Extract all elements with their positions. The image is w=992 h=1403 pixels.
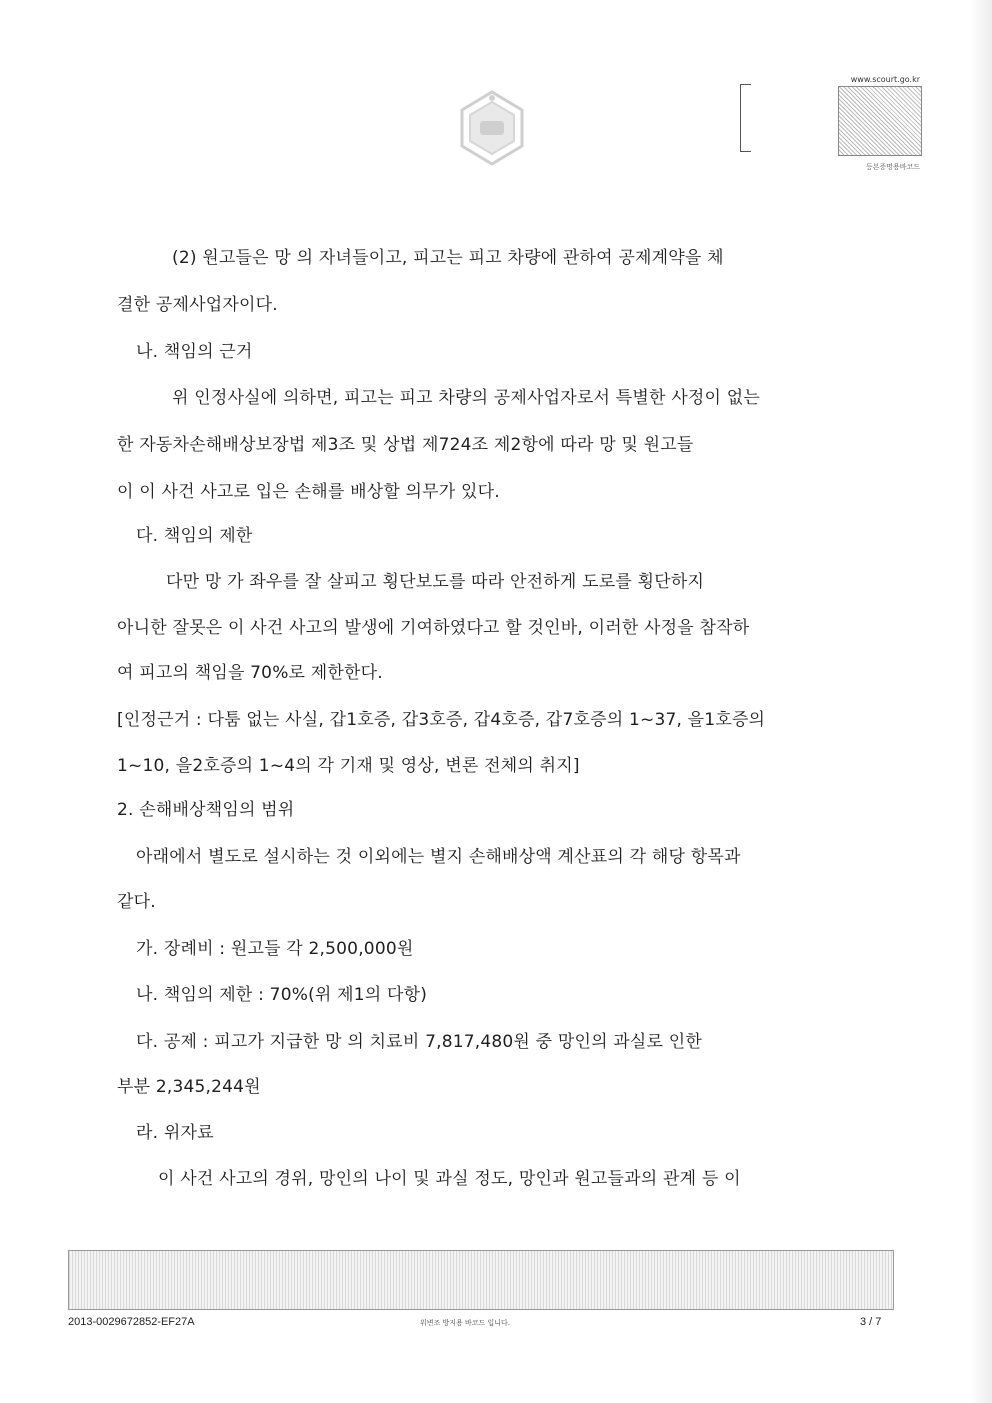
section-heading: 나. 책임의 근거 <box>136 342 253 362</box>
court-url: www.scourt.go.kr <box>850 75 920 84</box>
evidence-line: [인정근거 : 다툼 없는 사실, 갑1호증, 갑3호증, 갑4호증, 갑7호증의 1~37, 을1호증의 <box>117 710 766 730</box>
text-line: 다만 망 가 좌우를 잘 살피고 횡단보도를 따라 안전하게 도로를 횡단하지 <box>166 572 705 592</box>
barcode-caption: 등본증명용바코드 <box>865 163 920 171</box>
barcode-note: 위변조 방지용 바코드 입니다. <box>420 1319 511 1327</box>
list-item: 가. 장례비 : 원고들 각 2,500,000원 <box>136 939 414 959</box>
text-line: 위 인정사실에 의하면, 피고는 피고 차량의 공제사업자로서 특별한 사정이 없는 <box>172 388 760 408</box>
text-line: 한 자동차손해배상보장법 제3조 및 상법 제724조 제2항에 따라 망 및 원고들 <box>117 435 694 455</box>
text-line: 결한 공제사업자이다. <box>117 295 278 315</box>
text-line: 여 피고의 책임을 70%로 제한한다. <box>117 663 383 683</box>
anti-forgery-barcode <box>68 1250 894 1310</box>
list-item: 라. 위자료 <box>136 1123 214 1143</box>
page-number: 3 / 7 <box>860 1316 882 1328</box>
text-line: 이 이 사건 사고로 입은 손해를 배상할 의무가 있다. <box>117 482 500 502</box>
list-item: 다. 공제 : 피고가 지급한 망 의 치료비 7,817,480원 중 망인의 과실로 인한 <box>136 1032 703 1052</box>
list-item: 나. 책임의 제한 : 70%(위 제1의 다항) <box>136 985 428 1005</box>
barcode-bracket <box>740 84 837 152</box>
scan-edge-shadow <box>970 0 992 1403</box>
text-line: 아니한 잘못은 이 사건 사고의 발생에 기여하였다고 할 것인바, 이러한 사정을 참작하 <box>117 618 750 638</box>
text-line: 이 사건 사고의 경위, 망인의 나이 및 과실 정도, 망인과 원고들과의 관계 등 이 <box>158 1169 741 1189</box>
document-id: 2013-0029672852-EF27A <box>68 1316 195 1328</box>
evidence-line: 1~10, 을2호증의 1~4의 각 기재 및 영상, 변론 전체의 취지] <box>117 756 580 776</box>
text-line: 아래에서 별도로 설시하는 것 이외에는 별지 손해배상액 계산표의 각 해당 항목과 <box>136 847 741 867</box>
section-heading: 다. 책임의 제한 <box>136 526 253 546</box>
section-heading: 2. 손해배상책임의 범위 <box>117 800 295 820</box>
text-line: 같다. <box>117 892 156 912</box>
text-line: 부분 2,345,244원 <box>117 1077 261 1097</box>
text-line: (2) 원고들은 망 의 자녀들이고, 피고는 피고 차량에 관하여 공제계약을 체 <box>172 248 724 268</box>
court-seal-icon <box>452 88 532 168</box>
qr-code-icon <box>838 86 922 156</box>
